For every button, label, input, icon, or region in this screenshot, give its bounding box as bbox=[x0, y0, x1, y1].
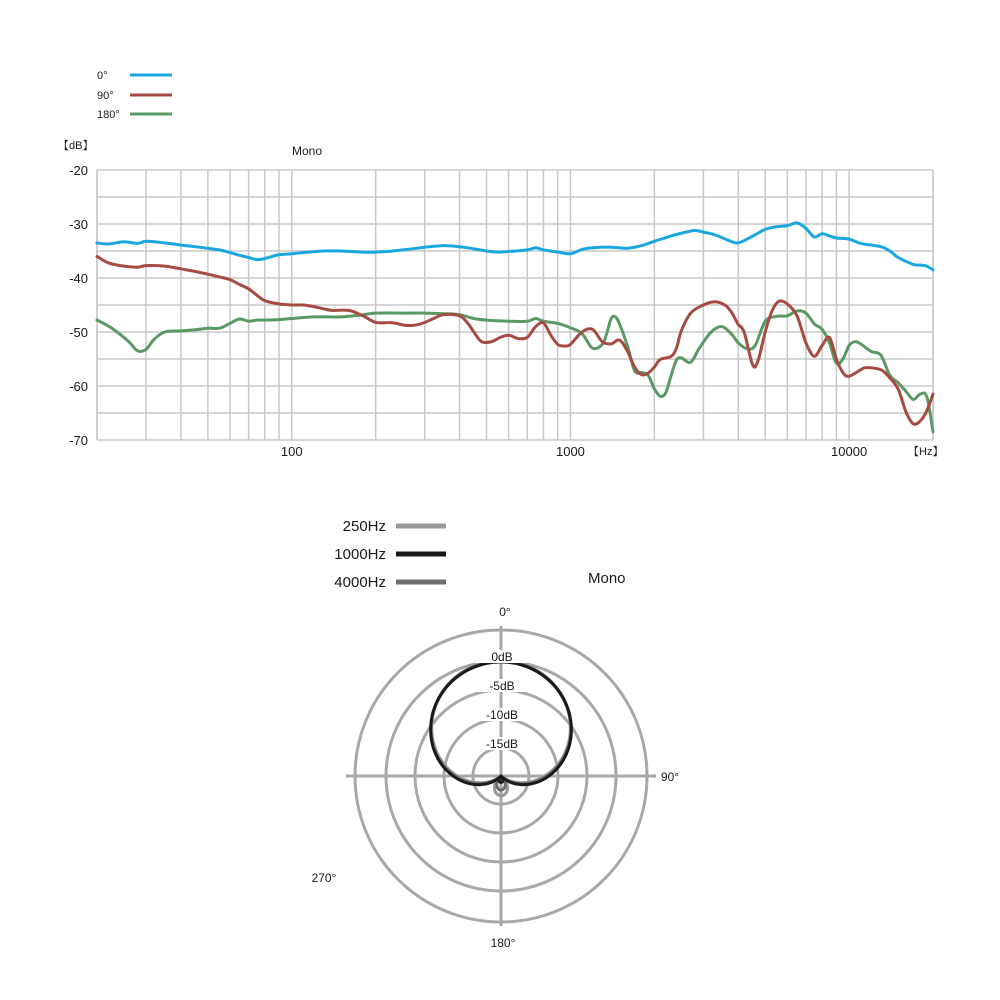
series-lines bbox=[97, 223, 933, 432]
db-label: -10dB bbox=[485, 708, 519, 722]
frequency-response-chart bbox=[58, 70, 943, 459]
angle-label-90: 90° bbox=[660, 770, 680, 784]
angle-label-0: 0° bbox=[499, 605, 511, 619]
series-line-1 bbox=[97, 256, 933, 424]
x-axis-label: 【Hz】 bbox=[908, 446, 944, 458]
angle-label-180: 180° bbox=[490, 936, 516, 950]
series-line-0 bbox=[97, 223, 933, 270]
polar-pattern-chart bbox=[312, 518, 680, 950]
y-tick-label: -30 bbox=[69, 217, 88, 232]
polar-title: Mono bbox=[588, 570, 626, 587]
legend-label: 90° bbox=[97, 90, 114, 102]
y-tick-label: -50 bbox=[69, 325, 88, 340]
y-tick-label: -60 bbox=[69, 379, 88, 394]
x-tick-label: 100 bbox=[280, 444, 303, 459]
x-tick-label: 1000 bbox=[555, 444, 585, 459]
axis-ticks bbox=[69, 163, 867, 459]
polar-legend-label: 1000Hz bbox=[334, 546, 386, 563]
fr-legend bbox=[97, 70, 172, 121]
y-tick-label: -70 bbox=[69, 433, 88, 448]
legend-label: 180° bbox=[97, 109, 120, 121]
x-tick-label: 10000 bbox=[831, 444, 868, 459]
y-tick-label: -20 bbox=[69, 163, 88, 178]
chart-title: Mono bbox=[292, 144, 323, 158]
y-axis-label: 【dB】 bbox=[58, 140, 94, 152]
polar-legend-label: 4000Hz bbox=[334, 574, 386, 591]
db-label: -15dB bbox=[485, 737, 519, 751]
legend-label: 0° bbox=[97, 70, 108, 82]
angle-label-270: 270° bbox=[311, 871, 337, 885]
db-label: -5dB bbox=[489, 679, 515, 693]
polar-legend-label: 250Hz bbox=[342, 518, 386, 535]
polar-legend bbox=[334, 518, 446, 591]
y-tick-label: -40 bbox=[69, 271, 88, 286]
db-label: 0dB bbox=[491, 650, 513, 664]
grid bbox=[97, 170, 933, 440]
